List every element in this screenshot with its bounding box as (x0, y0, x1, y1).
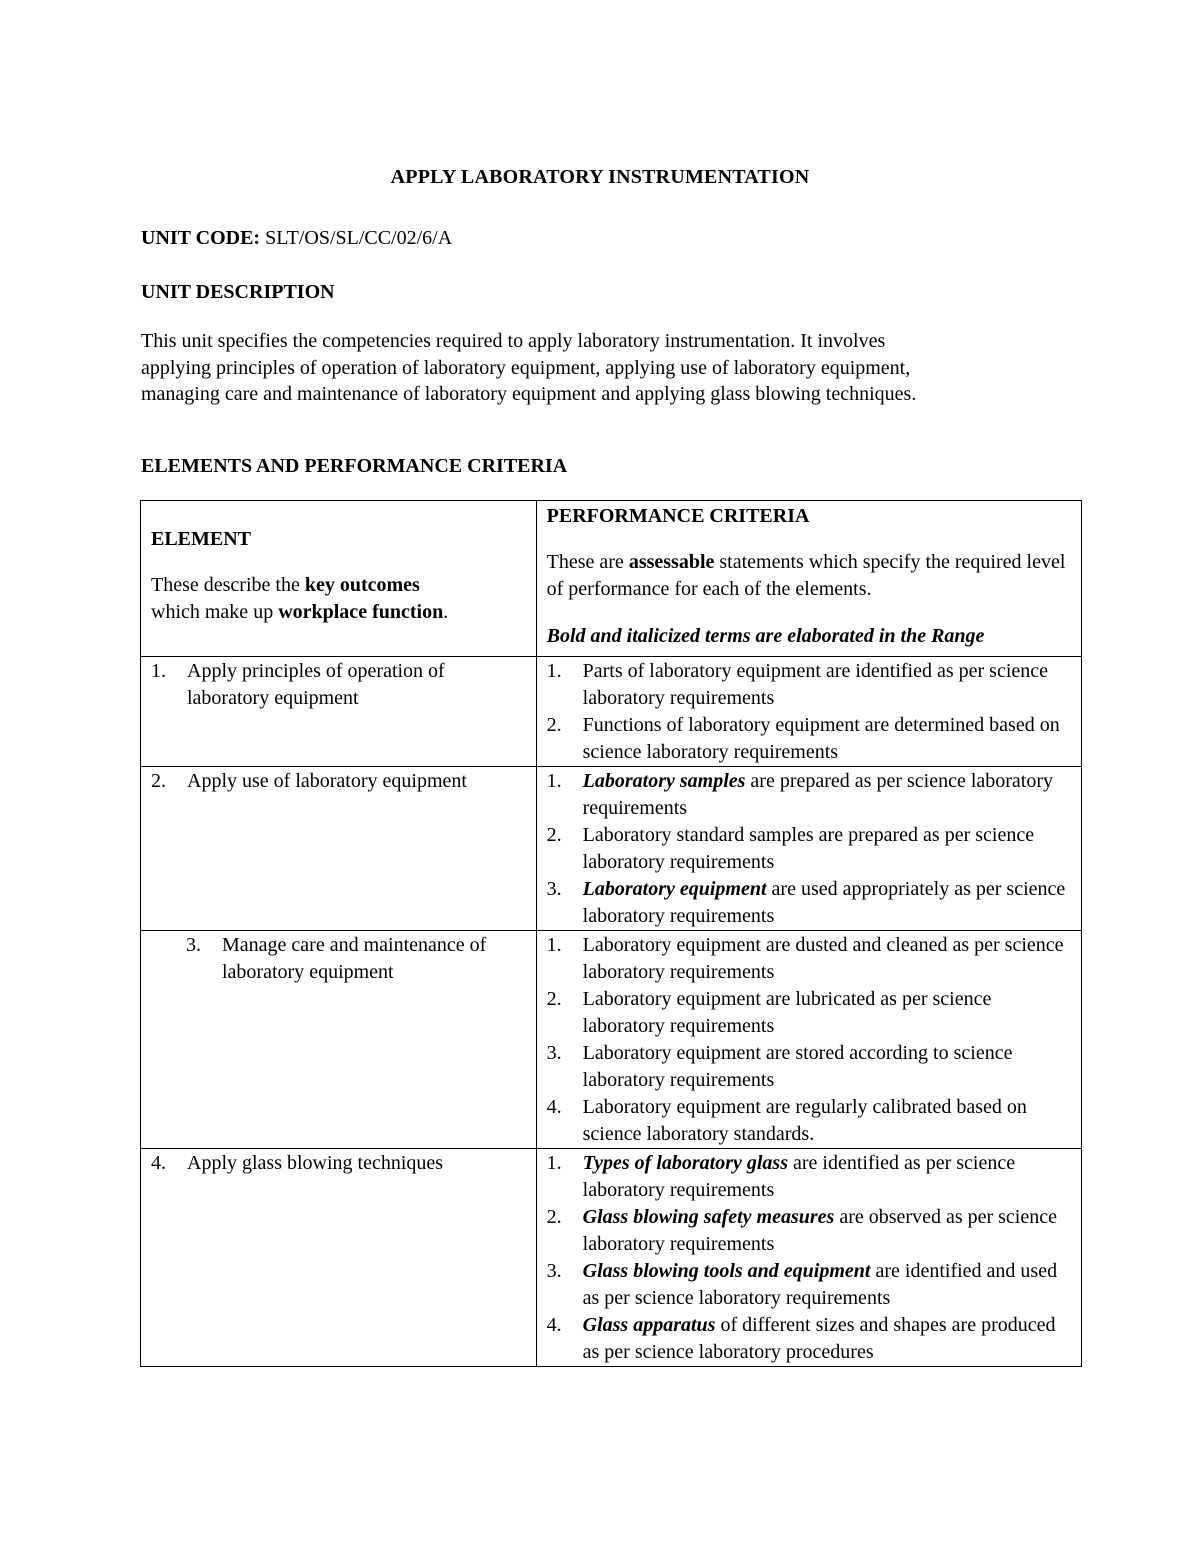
criterion-number: 1. (546, 934, 562, 956)
criterion-item (547, 1040, 1071, 1094)
criterion-item (547, 658, 1071, 712)
element-header-desc-bold: key outcomes (304, 574, 420, 596)
criterion-item (547, 712, 1071, 766)
criterion-number: 4. (546, 1314, 562, 1336)
elements-heading: ELEMENTS AND PERFORMANCE CRITERIA (141, 455, 568, 477)
table-row (141, 767, 1082, 931)
element-cell (141, 767, 537, 931)
element-item (151, 932, 526, 986)
criterion-number: 2. (546, 1206, 562, 1228)
criterion-text: Parts of laboratory equipment are identified as per science laboratory requirements (582, 660, 1049, 709)
element-number: 1. (151, 660, 166, 682)
criterion-item (547, 1150, 1071, 1204)
element-header-desc (151, 572, 526, 626)
criterion-item (547, 1204, 1071, 1258)
table-row (141, 1149, 1082, 1367)
page-title: APPLY LABORATORY INSTRUMENTATION (390, 166, 810, 188)
criteria-header-desc-part: These are (546, 551, 629, 573)
element-number: 3. (186, 934, 201, 956)
criterion-number: 3. (546, 1042, 562, 1064)
criterion-text: Laboratory standard samples are prepared as per science laboratory requirements (582, 824, 1035, 873)
criterion-number: 2. (546, 824, 562, 846)
criterion-item (547, 768, 1071, 822)
criterion-text: Laboratory equipment are dusted and cleaned as per science laboratory requirements (582, 934, 1064, 983)
elements-performance-table (140, 500, 1082, 1367)
element-item (151, 768, 526, 795)
element-header-desc-part: . (443, 601, 449, 623)
criterion-text: Functions of laboratory equipment are determined based on science laboratory requirements (582, 714, 1060, 763)
table-row (141, 931, 1082, 1149)
element-number: 2. (151, 770, 166, 792)
element-cell (141, 1149, 537, 1367)
criterion-text: are identified as per science laboratory requirements (582, 1152, 1016, 1201)
element-cell (141, 931, 537, 1149)
unit-description-line: This unit specifies the competencies required to apply laboratory instrumentation. It involves (141, 330, 886, 352)
criteria-header-desc-part: statements which specify the required level of performance for each of the elements. (546, 551, 1066, 600)
criterion-item (547, 1258, 1071, 1312)
element-item (151, 1150, 526, 1177)
criterion-text: are observed as per science laboratory requirements (582, 1206, 1057, 1255)
criterion-key-term: Glass blowing safety measures (582, 1206, 835, 1228)
criterion-item (547, 1312, 1071, 1366)
criterion-number: 3. (546, 1260, 562, 1282)
element-header-desc-part: These describe the (151, 574, 305, 596)
unit-description-text (141, 328, 1071, 408)
criteria-header-desc-bold: assessable (628, 551, 715, 573)
table-row (141, 657, 1082, 767)
criterion-key-term: Glass blowing tools and equipment (582, 1260, 871, 1282)
criteria-cell (536, 767, 1081, 931)
criteria-header-title: PERFORMANCE CRITERIA (546, 505, 810, 527)
criterion-number: 1. (546, 660, 562, 682)
element-text: Apply glass blowing techniques (187, 1152, 444, 1174)
element-text: Manage care and maintenance of laboratory equipment (222, 934, 487, 983)
criterion-key-term: Types of laboratory glass (582, 1152, 788, 1174)
criterion-text: Laboratory equipment are regularly calibrated based on science laboratory standards. (582, 1096, 1027, 1145)
criterion-key-term: Glass apparatus (582, 1314, 716, 1336)
element-header-desc-part: which make up (151, 601, 279, 623)
criterion-number: 2. (546, 988, 562, 1010)
unit-code (141, 227, 452, 250)
element-header-desc-bold: workplace function (278, 601, 444, 623)
criterion-item (547, 876, 1071, 930)
criterion-number: 3. (546, 878, 562, 900)
criterion-text: are used appropriately as per science laboratory requirements (582, 878, 1066, 927)
criterion-number: 2. (546, 714, 562, 736)
unit-description-line: managing care and maintenance of laboratory equipment and applying glass blowing techniques. (141, 383, 917, 405)
criterion-text: Laboratory equipment are lubricated as per science laboratory requirements (582, 988, 992, 1037)
element-number: 4. (151, 1152, 166, 1174)
unit-code-value: SLT/OS/SL/CC/02/6/A (260, 227, 453, 249)
criteria-cell (536, 931, 1081, 1149)
criteria-cell (536, 657, 1081, 767)
unit-description-heading: UNIT DESCRIPTION (141, 281, 335, 303)
criteria-header-note: Bold and italicized terms are elaborated in the Range (546, 625, 985, 647)
criteria-cell (536, 1149, 1081, 1367)
criterion-item (547, 822, 1071, 876)
element-text: Apply principles of operation of laboratory equipment (187, 660, 445, 709)
criterion-number: 1. (546, 770, 562, 792)
criterion-text: Laboratory equipment are stored according to science laboratory requirements (582, 1042, 1013, 1091)
criteria-header-cell (536, 501, 1081, 657)
element-header-cell (141, 501, 537, 657)
criterion-number: 1. (546, 1152, 562, 1174)
unit-description-line: applying principles of operation of laboratory equipment, applying use of laboratory equipment, (141, 356, 911, 379)
criterion-key-term: Laboratory samples (582, 770, 746, 792)
table-header-row (141, 501, 1082, 657)
criterion-text: are identified and used as per science laboratory requirements (582, 1260, 1058, 1309)
criterion-item (547, 932, 1071, 986)
criterion-text: of different sizes and shapes are produced as per science laboratory procedures (582, 1314, 1056, 1363)
criteria-header-desc (547, 549, 1071, 603)
element-header-title: ELEMENT (151, 528, 252, 550)
criterion-number: 4. (546, 1096, 562, 1118)
unit-code-label: UNIT CODE: (141, 227, 261, 249)
element-cell (141, 657, 537, 767)
element-text: Apply use of laboratory equipment (187, 770, 467, 792)
criterion-item (547, 1094, 1071, 1148)
element-item (151, 658, 526, 712)
criterion-item (547, 986, 1071, 1040)
criterion-key-term: Laboratory equipment (582, 878, 767, 900)
criterion-text: are prepared as per science laboratory requirements (582, 770, 1054, 819)
